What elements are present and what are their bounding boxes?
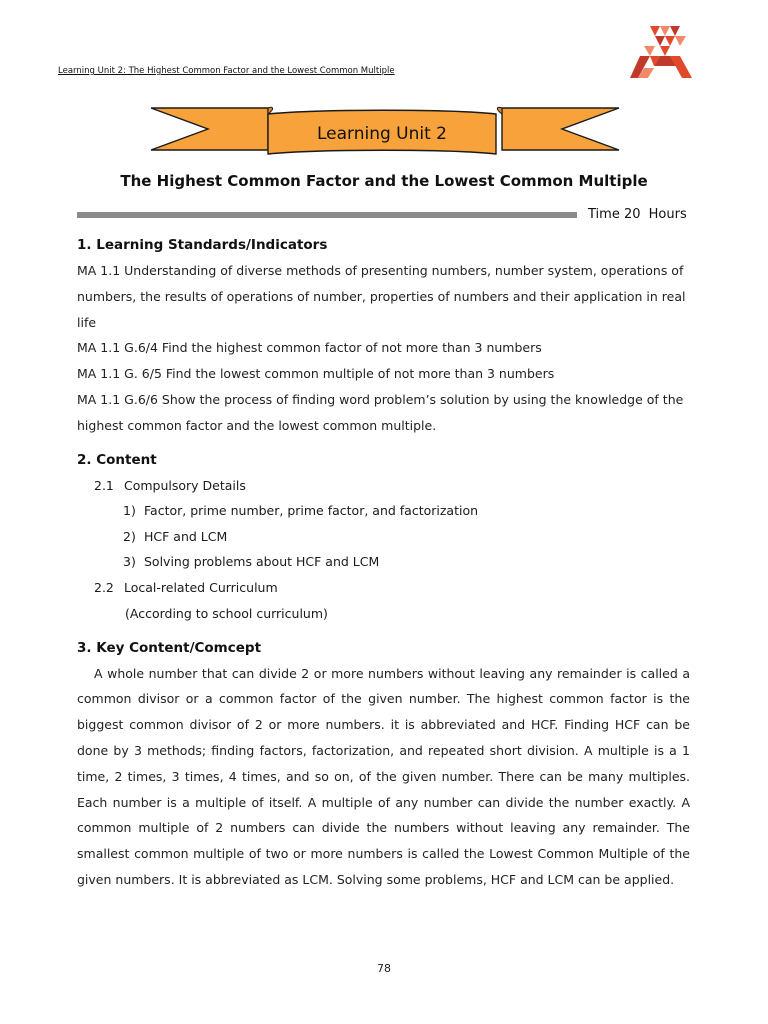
- standard-line: numbers, the results of operations of number, properties of numbers and their application in real: [77, 288, 686, 304]
- key-content-paragraph: A whole number that can divide 2 or more numbers without leaving any remainder is called a common divisor or a common factor of the given number. The highest common factor is the biggest common divisor of 2 or more numbers. it is abbreviated and HCF. Finding HCF can be done by 3 methods; finding factors, factorization, and repeated short division. A multiple is a 1 time, 2 times, 3 times, 4 times, and so on, of the given number. There can be many multiples. Each number is a multiple of itself. A multiple of any number can divide the number exactly. A common multiple of 2 numbers can divide the numbers without leaving any remainder. The smallest common multiple of two or more numbers is called the Lowest Common Multiple of the given numbers. It is abbreviated as LCM. Solving some problems, HCF and LCM can be applied.: [77, 665, 690, 887]
- item-text: Solving problems about HCF and LCM: [144, 554, 380, 570]
- running-header: Learning Unit 2: The Highest Common Factor and the Lowest Common Multiple: [58, 66, 395, 76]
- item-number: 1): [123, 503, 136, 519]
- content-heading: 2. Content: [77, 451, 157, 468]
- item-number: 2): [123, 528, 136, 544]
- list-item: [77, 549, 690, 575]
- standards-heading: 1. Learning Standards/Indicators: [77, 237, 328, 253]
- list-item: [77, 524, 690, 550]
- main-content: [77, 232, 690, 893]
- compulsory-details-heading: [77, 473, 690, 499]
- subsection-number: 2.2: [94, 579, 114, 595]
- subsection-label: Compulsory Details: [124, 477, 246, 493]
- publisher-logo-icon: [630, 22, 692, 80]
- time-unit: Hours: [648, 207, 687, 222]
- divider-bar: [77, 212, 577, 218]
- subsection-label: Local-related Curriculum: [124, 579, 278, 595]
- local-curriculum-note: (According to school curriculum): [125, 605, 328, 621]
- key-content-heading: 3. Key Content/Comcept: [77, 639, 262, 656]
- standards-list: [77, 258, 690, 439]
- standard-line: MA 1.1 G. 6/5 Find the lowest common multiple of not more than 3 numbers: [77, 366, 555, 382]
- standard-line: MA 1.1 G.6/6 Show the process of finding word problem’s solution by using the knowledge of the: [77, 391, 684, 407]
- item-number: 3): [123, 554, 136, 570]
- page-number: 78: [377, 962, 391, 975]
- time-allocation: [588, 207, 687, 222]
- unit-subtitle: The Highest Common Factor and the Lowest Common Multiple: [120, 172, 648, 190]
- item-text: HCF and LCM: [144, 528, 228, 544]
- local-curriculum-heading: [77, 575, 690, 601]
- subsection-number: 2.1: [94, 477, 114, 493]
- list-item: [77, 498, 690, 524]
- standard-line: MA 1.1 Understanding of diverse methods of presenting numbers, number system, operations of: [77, 263, 684, 278]
- item-text: Factor, prime number, prime factor, and factorization: [144, 503, 479, 519]
- time-prefix: Time: [588, 207, 620, 222]
- standard-line: MA 1.1 G.6/4 Find the highest common factor of not more than 3 numbers: [77, 340, 542, 356]
- standard-line: life: [77, 314, 97, 330]
- time-value: 20: [623, 207, 641, 222]
- banner-title: Learning Unit 2: [316, 124, 448, 144]
- standard-line: highest common factor and the lowest common multiple.: [77, 417, 437, 433]
